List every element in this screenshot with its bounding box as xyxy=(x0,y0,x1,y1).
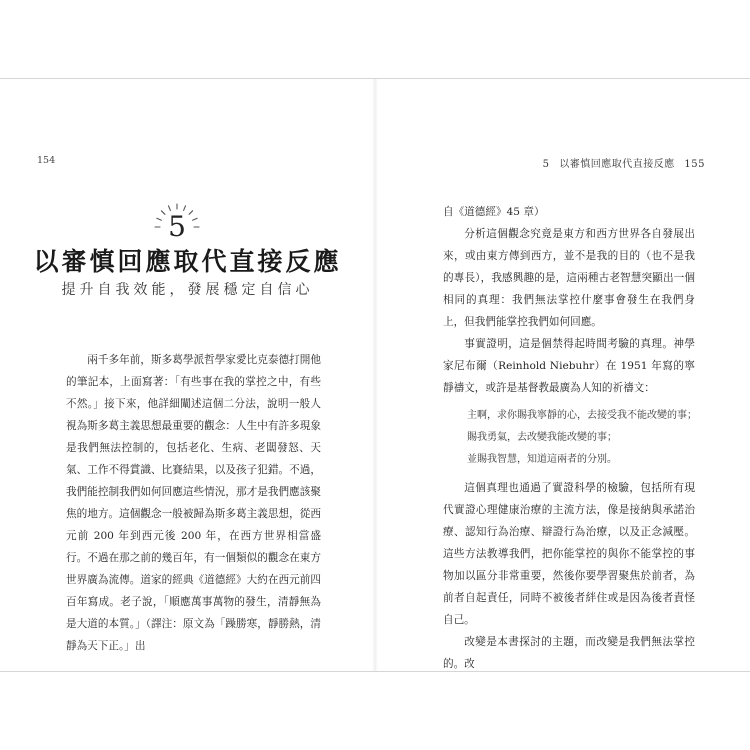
page-number-left: 154 xyxy=(37,155,56,166)
body-paragraph: 分析這個觀念究竟是東方和西方世界各自發展出來，或由東方傳到西方，並不是我的目的（也不是我的專長），我感興趣的是，這兩種古老智慧突顯出一個相同的真理：我們無法掌控什麼事會發生在我們身上，但我們能掌控我們如何回應。 xyxy=(443,228,695,328)
body-paragraph: 改變是本書探討的主題，而改變是我們無法掌控的。改 xyxy=(443,636,695,670)
right-page xyxy=(375,79,750,671)
serenity-prayer xyxy=(467,405,695,471)
prayer-line: 主啊，求你賜我寧靜的心，去接受我不能改變的事； xyxy=(467,410,697,421)
page-number-right: 155 xyxy=(684,159,705,170)
body-paragraph: 事實證明，這是個禁得起時間考驗的真理。神學家尼布爾（Reinhold Niebuhr）在 1951 年寫的寧靜禱文，或許是基督教最廣為人知的祈禱文： xyxy=(443,338,695,394)
left-body-text xyxy=(66,349,321,657)
prayer-line: 賜我勇氣，去改變我能改變的事； xyxy=(467,432,617,443)
running-head xyxy=(537,155,705,170)
left-page xyxy=(0,79,375,671)
body-paragraph: 這個真理也通過了實證科學的檢驗，包括所有現代實證心理健康治療的主流方法，像是接納與承諾治療、認知行為治療、辯證行為治療，以及正念減壓。這些方法教導我們，把你能掌控的與你不能掌控的事物加以區分非常重要，然後你要學習聚焦於前者，為前者自起責任，同時不被後者絆住或是因為後者責怪自己。 xyxy=(443,482,695,626)
book-spread xyxy=(0,78,750,672)
right-body-text xyxy=(443,201,695,675)
prayer-line: 並賜我智慧，知道這兩者的分別。 xyxy=(467,454,617,465)
body-paragraph: 兩千多年前，斯多葛學派哲學家愛比克泰德打開他的筆記本，上面寫著：「有些事在我的掌控之中，有些不然。」接下來，他詳細闡述這個二分法，說明一般人視為斯多葛主義思想最重要的觀念：人生中有許多現象是我們無法控制的，包括老化、生病、老闆發怒、天氣、工作不得賞識、比賽結果，以及孩子犯錯。不過，我們能控制我們如何回應這些情況，那才是我們應該聚焦的地方。這個觀念一般被歸為斯多葛主義思想，從西元前 200 年到西元後 200 年，在西方世界相當盛行。不過在那之前的幾百年，有一個類似的觀念在東方世界廣為流傳。道家的經典《道德經》大約在西元前四百年寫成。老子說，「順應萬事萬物的發生，清靜無為是大道的本質。」（譯注：原文為「躁勝寒，靜勝熱，清靜為天下正。」出 xyxy=(66,354,321,652)
chapter-number: 5 xyxy=(168,210,186,243)
chapter-title: 以審慎回應取代直接反應 xyxy=(33,247,342,276)
chapter-subtitle: 提升自我效能，發展穩定自信心 xyxy=(61,282,314,298)
lead-line: 自《道德經》45 章） xyxy=(443,206,545,218)
running-head-chapter: 5 xyxy=(542,159,550,170)
running-head-title: 以審慎回應取代直接反應 xyxy=(559,159,675,170)
